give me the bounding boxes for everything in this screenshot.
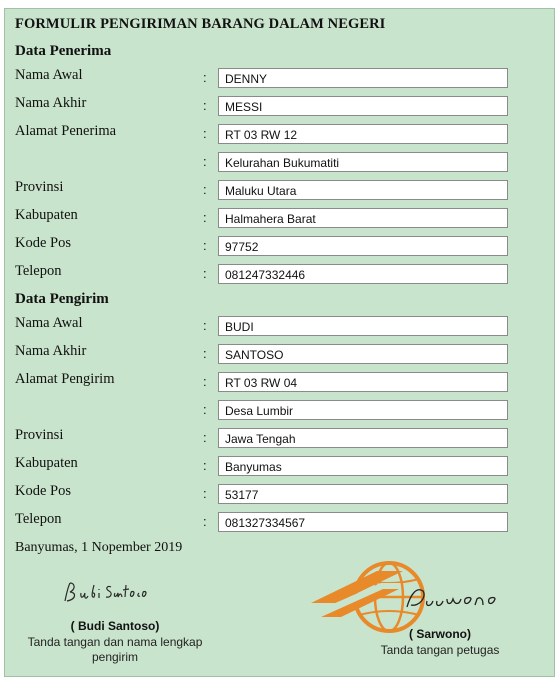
- officer-name: ( Sarwono): [409, 627, 471, 641]
- receiver-regency-input[interactable]: Halmahera Barat: [218, 208, 508, 228]
- officer-caption: Tanda tangan petugas: [380, 643, 500, 657]
- colon: :: [203, 374, 207, 389]
- receiver-postal-code-label: Kode Pos: [15, 235, 71, 251]
- receiver-postal-code-input[interactable]: 97752: [218, 236, 508, 256]
- sender-signature-icon: [61, 575, 161, 611]
- receiver-first-name-label: Nama Awal: [15, 67, 83, 83]
- sender-caption-line2: pengirim: [91, 650, 139, 664]
- colon: :: [203, 486, 207, 501]
- receiver-address-label: Alamat Penerima: [15, 123, 117, 139]
- colon: :: [203, 458, 207, 473]
- colon: :: [203, 126, 207, 141]
- sender-last-name-label: Nama Akhir: [15, 343, 87, 359]
- receiver-province-input[interactable]: Maluku Utara: [218, 180, 508, 200]
- shipping-form: [4, 8, 555, 677]
- receiver-first-name-input[interactable]: DENNY: [218, 68, 508, 88]
- sender-regency-label: Kabupaten: [15, 455, 78, 471]
- date-line: Banyumas, 1 Nopember 2019: [15, 540, 183, 555]
- receiver-address-line2-input[interactable]: Kelurahan Bukumatiti: [218, 152, 508, 172]
- receiver-province-label: Provinsi: [15, 179, 64, 195]
- colon: :: [203, 346, 207, 361]
- colon: :: [203, 402, 207, 417]
- receiver-phone-input[interactable]: 081247332446: [218, 264, 508, 284]
- sender-last-name-input[interactable]: SANTOSO: [218, 344, 508, 364]
- sender-heading: Data Pengirim: [15, 291, 109, 307]
- sender-province-input[interactable]: Jawa Tengah: [218, 428, 508, 448]
- receiver-heading: Data Penerima: [15, 43, 112, 59]
- sender-name: ( Budi Santoso): [70, 619, 160, 633]
- sender-first-name-label: Nama Awal: [15, 315, 83, 331]
- sender-address-label: Alamat Pengirim: [15, 371, 115, 387]
- receiver-last-name-label: Nama Akhir: [15, 95, 87, 111]
- sender-postal-code-label: Kode Pos: [15, 483, 71, 499]
- sender-caption-line1: Tanda tangan dan nama lengkap: [27, 635, 203, 649]
- form-title: FORMULIR PENGIRIMAN BARANG DALAM NEGERI: [15, 16, 386, 32]
- colon: :: [203, 318, 207, 333]
- sender-address-line2-input[interactable]: Desa Lumbir: [218, 400, 508, 420]
- receiver-last-name-input[interactable]: MESSI: [218, 96, 508, 116]
- colon: :: [203, 514, 207, 529]
- colon: :: [203, 70, 207, 85]
- colon: :: [203, 430, 207, 445]
- sender-phone-label: Telepon: [15, 511, 62, 527]
- receiver-regency-label: Kabupaten: [15, 207, 78, 223]
- receiver-address-line1-input[interactable]: RT 03 RW 12: [218, 124, 508, 144]
- colon: :: [203, 266, 207, 281]
- colon: :: [203, 98, 207, 113]
- sender-postal-code-input[interactable]: 53177: [218, 484, 508, 504]
- colon: :: [203, 238, 207, 253]
- colon: :: [203, 182, 207, 197]
- colon: :: [203, 154, 207, 169]
- sender-address-line1-input[interactable]: RT 03 RW 04: [218, 372, 508, 392]
- sender-regency-input[interactable]: Banyumas: [218, 456, 508, 476]
- sender-first-name-input[interactable]: BUDI: [218, 316, 508, 336]
- sender-province-label: Provinsi: [15, 427, 64, 443]
- receiver-phone-label: Telepon: [15, 263, 62, 279]
- sender-phone-input[interactable]: 081327334567: [218, 512, 508, 532]
- colon: :: [203, 210, 207, 225]
